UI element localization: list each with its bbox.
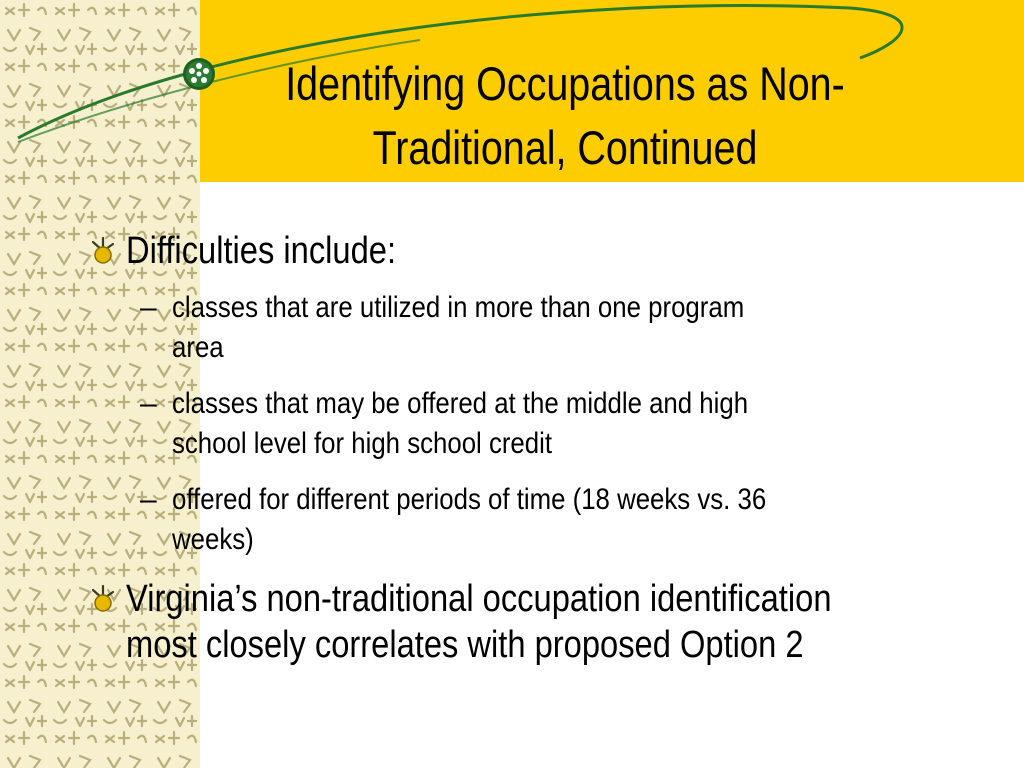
sub-bullet-line: classes that are utilized in more than one program bbox=[172, 291, 745, 324]
sub-bullet-text bbox=[172, 480, 946, 560]
gold-star-bullet-icon bbox=[88, 236, 118, 266]
bullet-text bbox=[126, 228, 848, 274]
slide-title-line: Traditional, Continued bbox=[372, 121, 758, 174]
dash-marker: – bbox=[140, 291, 157, 324]
sub-bullet-line: weeks) bbox=[172, 523, 254, 556]
dash-marker: – bbox=[140, 483, 157, 516]
bullet-line: most closely correlates with proposed Option 2 bbox=[126, 624, 804, 666]
sub-bullet-line: school level for high school credit bbox=[172, 427, 553, 460]
gold-star-bullet-icon bbox=[88, 584, 118, 614]
sub-bullet-text bbox=[172, 288, 946, 368]
bullet-text bbox=[126, 576, 848, 668]
sub-bullet-line: offered for different periods of time (18 weeks vs. 36 bbox=[172, 483, 767, 516]
bullet-line: Difficulties include: bbox=[126, 230, 397, 272]
sub-bullet-line: classes that may be offered at the middle and high bbox=[172, 387, 749, 420]
slide-title-line: Identifying Occupations as Non- bbox=[285, 57, 845, 110]
sub-bullet-line: area bbox=[172, 331, 224, 364]
bullet-line: Virginia’s non-traditional occupation identification bbox=[126, 578, 832, 620]
dash-marker: – bbox=[140, 387, 157, 420]
sub-bullet-text bbox=[172, 384, 946, 464]
